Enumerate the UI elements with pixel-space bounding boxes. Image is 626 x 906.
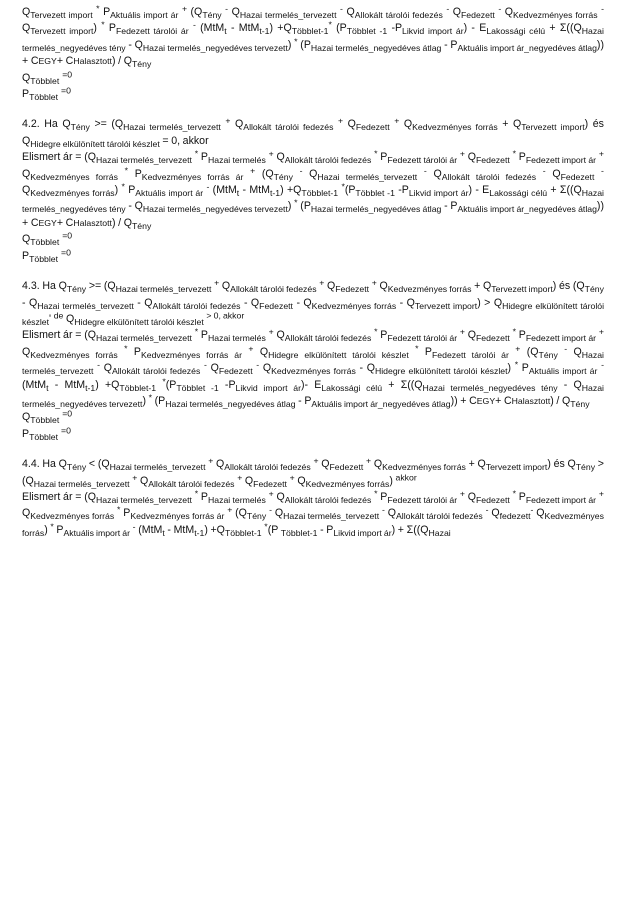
p-tobblet-line: $P_{Többlet}$ $^{=0}$ <box>22 247 71 264</box>
q-tobblet-line: $Q_{Többlet}$ $^{=0}$ <box>22 230 73 248</box>
p-tobblet-line: $P_{Többlet}$ $^{=0}$ <box>22 85 71 102</box>
paragraph-4-4-formula: Elismert ár = ($Q_{Hazai termelés\_tervezett}$ * $P_{Hazai termelés}$ + $Q_{Allokált tárolói fedezés}$ * $P_{Fedezett tárolói ár}$ + $Q_{Fedezett}$ * $P_{Fedezett import ár}$ + $Q_{Kedvezményes forrás}$ * $P_{Kedvezményes forrás ár}$ + ($Q_{Tény}$ - $Q_{Hazai termelés\_tervezett}$ - $Q_{Allokált tárolói fedezés}$ - $Q_{fedezett}^-$ $Q_{Kedvezményes forrás}$) * $P_{Aktuális import ár}$ - $(MtM_t - MtM_{t-1}) +Q_{Többlet-1}$ *(P $_{Többlet-1} - P_{Likvid import ár}) + \Sigma((Q_{Hazai}$ <box>22 488 604 538</box>
paragraph-4-2-condition: 4.2. Ha $Q_{Tény} >= (Q_{Hazai termelés\_tervezett}$ + $Q_{Allokált tárolói fedezés}$ + $Q_{Fedezett}$ + $Q_{Kedvezményes forrás} + Q_{Tervezett import}$) és $Q_{Hidegre elkülönített tárolói készlet} = 0$, akkor <box>22 115 604 149</box>
paragraph-4-3-condition: 4.3. Ha $Q_{Tény} >= (Q_{Hazai termelés\_tervezett}$ + $Q_{Allokált tárolói fedezés}$ + $Q_{Fedezett}$ + $Q_{Kedvezményes forrás} + Q_{Tervezett import}$) és $(Q_{Tény} - Q_{Hazai termelés\_tervezett} - Q_{Allokált tárolói fedezés} - Q_{Fedezett} - Q_{Kedvezményes forrás} - Q_{Tervezett import}) > Q_{Hidegre elkülönített tárolói készlet}'$ $^{de}$ $Q_{Hidegre elkülönített tárolói készlet}$ $^{> 0, akkor}$ <box>22 277 605 327</box>
document-body <box>22 4 604 538</box>
q-tobblet-line: $Q_{Többlet}$ $^{=0}$ <box>22 68 73 86</box>
paragraph-4-3-formula: Elismert ár = ($Q_{Hazai termelés\_tervezett}$ * $P_{Hazai termelés}$ + $Q_{Allokált tárolói fedezés}$ * $P_{Fedezett tárolói ár}$ + $Q_{Fedezett}$ * $P_{Fedezett import ár}$ + $Q_{Kedvezményes forrás}$ * $P_{Kedvezményes forrás ár}$ + $Q_{Hidegre elkülönített tárolói készlet}$ * $P_{Fedezett tárolói ár}$ + ($Q_{Tény}$ - $Q_{Hazai termelés\_tervezett}$ - $Q_{Allokált tárolói fedezés}$ - $Q_{Fedezett}$ - $Q_{Kedvezményes forrás} - Q_{Hidegre elkülönített tárolói készlet}$) * $P_{Aktuális import ár}$ - $(MtM_t - MtM_{t-1}) +Q_{Többlet-1}$ $^*(P_{Többlet -1}$ $-P_{Likvid import ár})-$ $E_{Lakossági célú} + \Sigma((Q_{Hazai termelés\_negyedéves tény} - Q_{Hazai termelés\_negyedéves tervezett})$ * $(P_{Hazai termelés\_negyedéves átlag} - P_{Aktuális import ár\_negyedéves átlag})$) + CEGY+ CHalasztott) / $Q_{Tény}$ <box>22 326 604 409</box>
p-tobblet-line: $P_{Többlet}$ $^{=0}$ <box>22 425 71 442</box>
paragraph-4-1-continuation: $Q_{Tervezett import}$ * $P_{Aktuális import ár}$ + ($Q_{Tény}$ - $Q_{Hazai termelés\_tervezett}$ - $Q_{Allokált tárolói fedezés}$ - $Q_{Fedezett}$ - $Q_{Kedvezményes forrás}$ - $Q_{Tervezett import}$) * $P_{Fedezett tárolói ár}$ - $(MtM_t - MtM_{t-1}) +Q_{Többlet-1}^*$ ($P_{Többlet -1}$ $-P_{Likvid import ár}) - E_{Lakossági célú} + \Sigma((Q_{Hazai termelés\_negyedéves tény} - Q_{Hazai termelés\_negyedéves tervezett})$ * $(P_{Hazai termelés\_negyedéves átlag} - P_{Aktuális import ár\_negyedéves átlag})$) + CEGY+ CHalasztott) / $Q_{Tény}$ <box>22 3 605 69</box>
paragraph-4-2-formula: Elismert ár = ($Q_{Hazai termelés\_tervezett}$ * $P_{Hazai termelés}$ + $Q_{Allokált tárolói fedezés}$ * $P_{Fedezett tárolói ár}$ + $Q_{Fedezett}$ * $P_{Fedezett import ár}$ + $Q_{Kedvezményes forrás}$ * $P_{Kedvezményes forrás ár}$ + ($Q_{Tény}$ - $Q_{Hazai termelés\_tervezett}$ - $Q_{Allokált tárolói fedezés}$ - $Q_{Fedezett}$ - $Q_{Kedvezményes forrás}$) * $P_{Aktuális import ár}$ - $(MtM_t - MtM_{t-1}) +Q_{Többlet-1}$ $^*(P_{Többlet -1}$ $-P_{Likvid import ár}) - E_{Lakossági célú} + \Sigma((Q_{Hazai termelés\_negyedéves tény} - Q_{Hazai termelés\_negyedéves tervezett})$ * $(P_{Hazai termelés\_negyedéves átlag} - P_{Aktuális import ár\_negyedéves átlag})$) + CEGY+ CHalasztott) / $Q_{Tény}$ <box>22 148 604 231</box>
q-tobblet-line: $Q_{Többlet}$ $^{=0}$ <box>22 408 73 426</box>
paragraph-4-4-condition: 4.4. Ha $Q_{Tény} < (Q_{Hazai termelés\_tervezett}$ + $Q_{Allokált tárolói fedezés}$ + $Q_{Fedezett}$ + $Q_{Kedvezményes forrás} + Q_{Tervezett import}$) és $Q_{Tény} > (Q_{Hazai termelés\_tervezett}$ + $Q_{Allokált tárolói fedezés}$ + $Q_{Fedezett}$ + $Q_{Kedvezményes forrás}$) $^{akkor}$ <box>22 455 604 489</box>
